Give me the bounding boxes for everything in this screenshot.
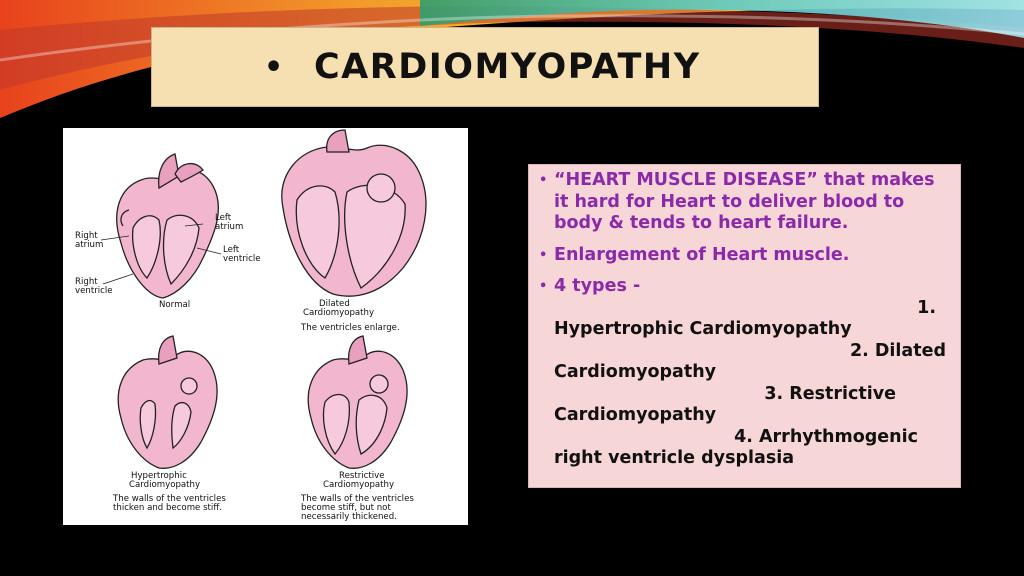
caption-restrictive-1: Restrictive (339, 471, 385, 481)
title-bullet: • (264, 49, 284, 85)
caption-dilated-2: Cardiomyopathy (303, 308, 375, 318)
heart-hypertrophic (118, 336, 217, 468)
heart-normal (117, 154, 219, 298)
bullet-item-enlargement (539, 245, 946, 267)
bullet-marker: • (539, 247, 548, 263)
caption-hypertrophic-desc-2: thicken and become stiff. (113, 503, 222, 513)
caption-hypertrophic-1: Hypertrophic (131, 471, 187, 481)
heart-dilated (282, 130, 426, 296)
bullet-item-types (539, 276, 946, 470)
heart-diagram-figure (63, 128, 468, 525)
caption-restrictive-desc-1: The walls of the ventricles (301, 494, 414, 504)
caption-normal: Normal (159, 300, 191, 310)
bullet-item-definition (539, 170, 946, 235)
heart-diagram (63, 128, 468, 525)
bullet-text-definition: “HEART MUSCLE DISEASE” that makes it hard for Heart to deliver blood to body & tends to heart failure. (554, 170, 935, 233)
label-left-ventricle-2: ventricle (223, 254, 261, 264)
label-left-ventricle-1: Left (223, 245, 240, 255)
bullet-marker: • (539, 279, 548, 294)
caption-restrictive-2: Cardiomyopathy (323, 480, 395, 490)
heart-restrictive (308, 336, 407, 468)
slide-title: CARDIOMYOPATHY (314, 47, 701, 87)
bullet-text-enlargement: Enlargement of Heart muscle. (554, 244, 850, 265)
type-1-name: Hypertrophic Cardiomyopathy (554, 319, 852, 339)
type-2-number: 2. Dilated (849, 340, 946, 361)
label-left-atrium-1: Left (215, 213, 232, 223)
label-right-atrium-2: atrium (75, 240, 104, 250)
caption-hypertrophic-desc-1: The walls of the ventricles (113, 494, 226, 504)
bullet-marker: • (539, 173, 548, 188)
caption-hypertrophic-2: Cardiomyopathy (129, 480, 201, 490)
caption-dilated-desc: The ventricles enlarge. (301, 323, 400, 333)
bullet-text-box (528, 164, 961, 488)
label-left-atrium-2: atrium (215, 222, 244, 232)
caption-restrictive-desc-2: become stiff, but not (301, 503, 391, 513)
type-3-name: Cardiomyopathy (554, 405, 717, 425)
title-banner (151, 27, 819, 107)
type-2-name: Cardiomyopathy (554, 362, 717, 382)
caption-dilated-1: Dilated (319, 299, 350, 309)
type-4-number: 4. Arrhythmogenic (734, 426, 918, 447)
caption-restrictive-desc-3: necessarily thickened. (301, 512, 397, 522)
type-1-number: 1. (917, 297, 936, 318)
type-4-name: right ventricle dysplasia (554, 448, 795, 468)
bullet-text-types-head: 4 types - (554, 276, 641, 296)
label-right-ventricle-1: Right (75, 277, 98, 287)
label-right-atrium-1: Right (75, 231, 98, 241)
label-right-ventricle-2: ventricle (75, 286, 113, 296)
type-3-number: 3. Restrictive (764, 383, 896, 404)
